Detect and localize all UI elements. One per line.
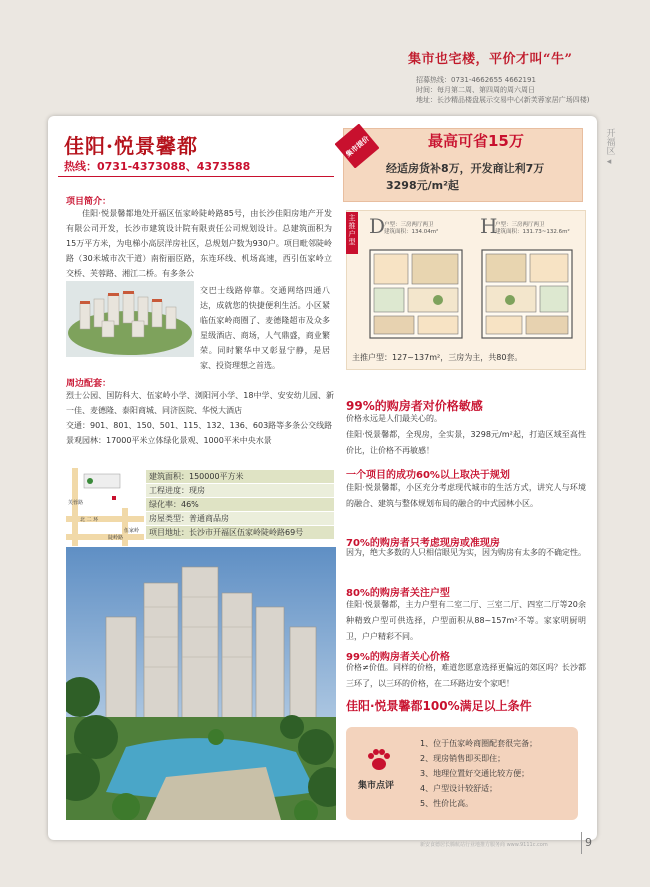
- location-map: [66, 468, 144, 546]
- spec-area: 建筑面积：150000平方米: [146, 470, 334, 484]
- floor-plan-d-image: [360, 244, 472, 344]
- triangle-left-icon: ◂: [606, 157, 612, 167]
- page-number: 9: [585, 836, 592, 849]
- spec-table: [146, 470, 334, 540]
- promo-price: 3298元/m²起: [386, 179, 459, 192]
- map-label-wujialing: 伍家岭: [124, 528, 140, 534]
- project-hotline: 热线：0731-4373088、4373588: [64, 160, 251, 173]
- market-comment-list: [420, 736, 537, 811]
- floor-plan-h-letter: H: [480, 214, 498, 238]
- page-divider: [581, 832, 582, 854]
- aerial-view-image: [66, 281, 194, 357]
- promo-headline: 最高可省15万: [428, 132, 524, 150]
- table-row: [146, 512, 334, 526]
- section-heading-value: 99%的购房者关心价格: [346, 652, 450, 663]
- table-row: [146, 498, 334, 512]
- list-item: 4、户型设计较舒适；: [420, 784, 498, 793]
- section-paragraph-price: 价格永远是人们最关心的。 佳阳·悦景馨都，全现房，全实景，3298元/m²起，打造区域至高性价比，让价格不再敏感！: [346, 414, 586, 455]
- table-row: [146, 484, 334, 498]
- footer-text: 新安食德居长腾航站行业地推方服务商 www.9111c.com: [420, 842, 548, 848]
- map-label-erhuan: 北 二 环: [80, 517, 99, 523]
- floor-plan-d-spec: 户型：三房两厅两卫 建筑面积：134.04m²: [384, 222, 439, 235]
- floor-plan-caption: 主推户型：127~137m²，三房为主，共80套。: [352, 353, 523, 362]
- section-paragraph-planning: 佳阳·悦景馨都，小区充分考虑现代城市的生活方式，讲究人与环境的融合、建筑与整体规划布局的融合的中式园林小区。: [346, 483, 586, 508]
- promo-badge: [335, 124, 379, 168]
- header-time: 时间：每月第二周、第四周的周六周日: [416, 86, 535, 94]
- list-item: 3、地理位置好交通比较方便；: [420, 769, 530, 778]
- section-heading-summary: 佳阳·悦景馨都100%满足以上条件: [346, 699, 532, 713]
- section-paragraph-value: 价格≠价值。同样的价格，难道您愿意选择更偏远的郊区吗？长沙都三环了，以三环的价格，在二环路边安个家吧！: [346, 663, 586, 688]
- section-heading-price: 99%的购房者对价格敏感: [346, 399, 483, 413]
- paw-stamp-icon: [366, 747, 392, 773]
- promo-subsidy: 经适房货补8万，开发商让利7万: [386, 162, 545, 175]
- floor-plan-h-spec: 户型：三房两厅两卫 建筑面积：131.73~132.6m²: [495, 222, 570, 235]
- map-label-douling: 陡岭路: [108, 535, 124, 541]
- district-tab-label: 开福区: [604, 128, 615, 155]
- intro-heading: 项目简介：: [66, 197, 112, 207]
- spec-type: 房屋类型：普通商品房: [146, 512, 334, 526]
- list-item: 1、位于伍家岭商圈配套很完备；: [420, 739, 538, 748]
- header-address: 地址：长沙精品楼盘展示交易中心(新芙蓉家居广场四楼): [416, 96, 590, 104]
- section-heading-layout: 80%的购房者关注户型: [346, 588, 450, 599]
- list-item: 2、现房销售即买即住；: [420, 754, 506, 763]
- section-heading-ready-house: 70%的购房者只考虑现房或准现房: [346, 538, 500, 549]
- project-title: 佳阳·悦景馨都: [64, 134, 198, 158]
- table-row: [146, 526, 334, 540]
- floor-plan-tag: 主推户型: [346, 212, 358, 254]
- section-paragraph-layout: 佳阳·悦景馨都，主力户型有二室二厅、三室二厅、四室二厅等20余种精致户型可供选择，户型面积从88~157m²不等。家家明厨明卫，户户精彩不同。: [346, 600, 586, 641]
- spec-address: 项目地址：长沙市开福区伍家岭陡岭路69号: [146, 526, 334, 540]
- promo-badge-label: 集市提价: [344, 134, 371, 159]
- district-tab: [601, 128, 617, 168]
- intro-paragraph-cont: 交巴士线路停靠。交通网络四通八达，成就您的快捷便利生活。小区紧临伍家岭商圈了、麦德隆超市及众多星级酒店、商场，人气鼎盛，商业繁荣。同时繁华中又彰显宁静，是居家、投资理想之首选。: [200, 286, 330, 370]
- section-paragraph-ready-house: 因为，绝大多数的人只相信眼见为实，因为购房有太多的不确定性。: [346, 548, 586, 557]
- market-comment-label: 集市点评: [358, 781, 395, 791]
- spec-progress: 工程进度：现房: [146, 484, 334, 498]
- map-label-furong: 芙蓉路: [68, 500, 84, 506]
- spec-green-rate: 绿化率：46%: [146, 498, 334, 512]
- amenities-heading: 周边配套：: [66, 379, 112, 389]
- header-hotline: 招募热线：0731-4662655 4662191: [416, 76, 536, 84]
- floor-plan-d-letter: D: [369, 214, 386, 238]
- amenities-paragraph: 烈士公园、国防科大、伍家岭小学、浏阳河小学、18中学、安安幼儿园、新一佳、麦德隆、泰阳商城、同济医院、华悦大酒店 交通：901、801、150、501、115、132、136、603路等多条公交线路 景观园林：17000平米立体绿化景观、1000平米中央水景: [66, 391, 334, 445]
- floor-plan-h-image: [474, 244, 578, 344]
- list-item: 5、性价比高。: [420, 799, 474, 808]
- table-row: [146, 470, 334, 484]
- header-title: 集市也宅楼，平价才叫“牛”: [408, 52, 573, 67]
- section-heading-planning: 一个项目的成功60%以上取决于规划: [346, 470, 510, 481]
- intro-paragraph: 佳阳·悦景馨都地处开福区伍家岭陡岭路85号，由长沙佳阳房地产开发有限公司开发，长沙市建筑设计院有限责任公司规划设计。总建筑面积为15万平方米，为电梯小高层洋房社区，总规划户数为930户。项目毗邻陡岭路（30米城市次干道）南衔丽臣路，东连环线、机场高速，西引伍家岭立交桥、芙蓉路、湘江二桥。有多条公: [66, 209, 332, 278]
- project-render-image: [66, 547, 336, 820]
- title-divider: [58, 176, 334, 177]
